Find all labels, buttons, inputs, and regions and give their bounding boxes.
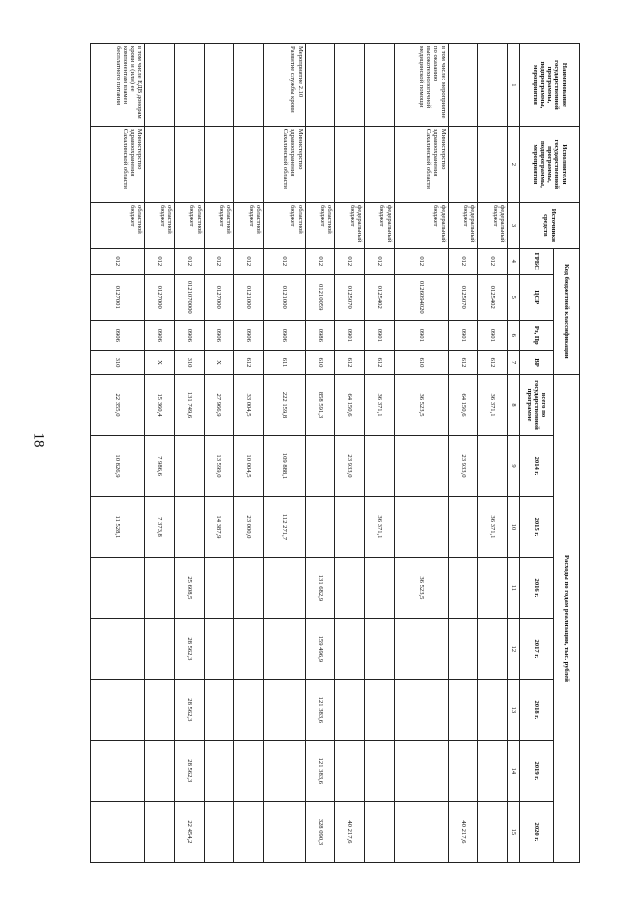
row-grbs: 012 <box>335 248 365 274</box>
row-rzpr: 0906 <box>174 320 204 350</box>
col-number: 14 <box>508 740 520 801</box>
row-csr: 0121000 <box>234 274 264 320</box>
row-rzpr: 0901 <box>335 320 365 350</box>
row-csr: 0121000 <box>263 274 305 320</box>
budget-table <box>90 43 580 863</box>
row-rzpr: 0906 <box>91 320 145 350</box>
row-name <box>145 44 175 127</box>
row-2014: 10 826,9 <box>91 435 145 496</box>
row-name <box>204 44 234 127</box>
row-2015: 11 528,1 <box>91 496 145 557</box>
row-vr: 610 <box>305 351 335 375</box>
row-2020 <box>394 801 448 862</box>
row-2017 <box>335 618 365 679</box>
row-2014: 23 933,0 <box>448 435 478 496</box>
row-total: 33 004,5 <box>234 375 264 436</box>
row-source: федеральный бюджет <box>394 202 448 248</box>
row-grbs: 012 <box>305 248 335 274</box>
row-2016 <box>335 557 365 618</box>
row-2016 <box>91 557 145 618</box>
col-number: 13 <box>508 679 520 740</box>
row-2017: 28 562,3 <box>174 618 204 679</box>
row-csr: 0127000 <box>204 274 234 320</box>
row-source: областной бюджет <box>145 202 175 248</box>
row-2020 <box>145 801 175 862</box>
row-2020 <box>364 801 394 862</box>
table-row <box>394 44 448 863</box>
header-csr: ЦСР <box>520 274 554 320</box>
row-2019 <box>263 740 305 801</box>
row-2019 <box>478 740 508 801</box>
row-name <box>364 44 394 127</box>
table-row <box>305 44 335 863</box>
row-name: Мероприятие 2.10 Развитие службы крови <box>263 44 305 127</box>
table-row <box>204 44 234 863</box>
table-row <box>174 44 204 863</box>
row-grbs: 012 <box>364 248 394 274</box>
row-vr: 612 <box>335 351 365 375</box>
row-executor <box>145 126 175 202</box>
row-vr: 310 <box>174 351 204 375</box>
header-grbs: ГРБС <box>520 248 554 274</box>
row-name <box>234 44 264 127</box>
row-2015 <box>394 496 448 557</box>
row-2019 <box>394 740 448 801</box>
row-source: федеральный бюджет <box>335 202 365 248</box>
row-rzpr: 0906 <box>204 320 234 350</box>
row-2016 <box>478 557 508 618</box>
row-source: областной бюджет <box>263 202 305 248</box>
table-row <box>335 44 365 863</box>
row-2016 <box>263 557 305 618</box>
row-2014: 7 986,6 <box>145 435 175 496</box>
row-rzpr: 0901 <box>364 320 394 350</box>
row-csr: 0125402 <box>364 274 394 320</box>
row-2016: 131 682,9 <box>305 557 335 618</box>
row-2019 <box>234 740 264 801</box>
row-executor <box>478 126 508 202</box>
row-2016: 36 523,5 <box>394 557 448 618</box>
row-executor: Министерство здравоохранения Сахалинской области <box>91 126 145 202</box>
row-2018 <box>145 679 175 740</box>
col-number: 9 <box>508 435 520 496</box>
row-2015: 23 000,0 <box>234 496 264 557</box>
col-number: 5 <box>508 274 520 320</box>
row-2017 <box>263 618 305 679</box>
header-name: Наименование государственной программы, подпрограммы, мероприятия <box>520 44 580 127</box>
header-2017: 2017 г. <box>520 618 554 679</box>
row-2018 <box>478 679 508 740</box>
row-total: 22 355,0 <box>91 375 145 436</box>
row-2018 <box>335 679 365 740</box>
row-source: областной бюджет <box>91 202 145 248</box>
row-total: 858 591,3 <box>305 375 335 436</box>
row-vr: 612 <box>478 351 508 375</box>
col-number: 2 <box>508 126 520 202</box>
row-executor <box>305 126 335 202</box>
row-vr: X <box>145 351 175 375</box>
row-2020: 40 217,6 <box>448 801 478 862</box>
row-source: областной бюджет <box>174 202 204 248</box>
col-number: 3 <box>508 202 520 248</box>
row-executor <box>448 126 478 202</box>
header-2014: 2014 г. <box>520 435 554 496</box>
row-source: областной бюджет <box>234 202 264 248</box>
row-csr: 01210059 <box>305 274 335 320</box>
row-grbs: 012 <box>448 248 478 274</box>
row-csr: 0127000 <box>145 274 175 320</box>
row-total: 222 159,8 <box>263 375 305 436</box>
row-grbs: 012 <box>263 248 305 274</box>
table-row <box>234 44 264 863</box>
row-2019 <box>204 740 234 801</box>
row-2014: 13 599,0 <box>204 435 234 496</box>
row-2014 <box>394 435 448 496</box>
row-2017 <box>145 618 175 679</box>
row-vr: 610 <box>394 351 448 375</box>
header-2016: 2016 г. <box>520 557 554 618</box>
row-2017 <box>394 618 448 679</box>
row-source: областной бюджет <box>204 202 234 248</box>
header-budget-code: Код бюджетной классификации <box>554 248 580 374</box>
header-2015: 2015 г. <box>520 496 554 557</box>
row-rzpr: 0901 <box>478 320 508 350</box>
row-source: федеральный бюджет <box>364 202 394 248</box>
row-2016 <box>234 557 264 618</box>
row-2019: 121 383,6 <box>305 740 335 801</box>
header-total: всего по государственной программе <box>520 375 554 436</box>
row-2015 <box>305 496 335 557</box>
row-name <box>448 44 478 127</box>
row-vr: 612 <box>364 351 394 375</box>
row-executor <box>335 126 365 202</box>
row-2020 <box>204 801 234 862</box>
row-executor: Министерство здравоохранения Сахалинской области <box>263 126 305 202</box>
row-name <box>305 44 335 127</box>
header-vr: ВР <box>520 351 554 375</box>
row-name <box>174 44 204 127</box>
col-number: 4 <box>508 248 520 274</box>
row-2018 <box>91 679 145 740</box>
row-2015 <box>335 496 365 557</box>
col-number: 11 <box>508 557 520 618</box>
row-2015: 36 371,1 <box>478 496 508 557</box>
row-csr: 0127001 <box>91 274 145 320</box>
row-2016 <box>364 557 394 618</box>
row-2018 <box>234 679 264 740</box>
row-source: федеральный бюджет <box>478 202 508 248</box>
row-2015: 7 373,8 <box>145 496 175 557</box>
row-source: областной бюджет <box>305 202 335 248</box>
row-2018 <box>448 679 478 740</box>
row-2014 <box>364 435 394 496</box>
row-2017 <box>478 618 508 679</box>
row-total: 131 749,6 <box>174 375 204 436</box>
row-2020: 328 090,3 <box>305 801 335 862</box>
row-2019 <box>448 740 478 801</box>
table-row <box>448 44 478 863</box>
row-executor <box>234 126 264 202</box>
col-number: 7 <box>508 351 520 375</box>
row-csr: 0125070 <box>448 274 478 320</box>
row-2014: 109 888,1 <box>263 435 305 496</box>
row-rzpr: 0986 <box>305 320 335 350</box>
row-total: 27 966,9 <box>204 375 234 436</box>
row-vr: 611 <box>263 351 305 375</box>
header-2019: 2019 г. <box>520 740 554 801</box>
row-2017 <box>448 618 478 679</box>
row-csr: 0125402 <box>478 274 508 320</box>
row-2015: 14 387,9 <box>204 496 234 557</box>
row-2017 <box>204 618 234 679</box>
row-executor <box>174 126 204 202</box>
row-grbs: 012 <box>174 248 204 274</box>
row-name: в том числе: мероприятие по оказанию высокотехнологичной медицинской помощи <box>394 44 448 127</box>
col-number: 12 <box>508 618 520 679</box>
row-2014 <box>478 435 508 496</box>
row-2019 <box>91 740 145 801</box>
row-grbs: 012 <box>394 248 448 274</box>
row-vr: 612 <box>448 351 478 375</box>
row-2015 <box>448 496 478 557</box>
row-csr: 0121070000 <box>174 274 204 320</box>
row-2018: 121 383,6 <box>305 679 335 740</box>
row-rzpr: 0901 <box>448 320 478 350</box>
row-2020 <box>478 801 508 862</box>
row-2017 <box>364 618 394 679</box>
table-row <box>145 44 175 863</box>
row-2020 <box>91 801 145 862</box>
row-2017: 159 496,9 <box>305 618 335 679</box>
header-source: Источники средств <box>520 202 580 248</box>
table-row <box>364 44 394 863</box>
row-2019 <box>364 740 394 801</box>
col-number: 10 <box>508 496 520 557</box>
table-row <box>91 44 145 863</box>
row-2018 <box>204 679 234 740</box>
row-total: 36 371,1 <box>364 375 394 436</box>
row-csr: 0125070 <box>335 274 365 320</box>
row-grbs: 012 <box>204 248 234 274</box>
row-2020 <box>234 801 264 862</box>
budget-table-rotated <box>90 43 580 863</box>
row-2018: 28 562,3 <box>174 679 204 740</box>
row-2014: 10 004,5 <box>234 435 264 496</box>
row-csr: 0126094020 <box>394 274 448 320</box>
page-number: 18 <box>30 432 47 448</box>
header-2018: 2018 г. <box>520 679 554 740</box>
row-grbs: 012 <box>145 248 175 274</box>
row-2019 <box>335 740 365 801</box>
row-grbs: 012 <box>91 248 145 274</box>
row-2019 <box>145 740 175 801</box>
row-rzpr: 0906 <box>263 320 305 350</box>
row-2015: 112 271,7 <box>263 496 305 557</box>
table-row <box>263 44 305 863</box>
row-grbs: 012 <box>234 248 264 274</box>
row-2020 <box>263 801 305 862</box>
row-rzpr: 0906 <box>145 320 175 350</box>
row-2016: 25 608,5 <box>174 557 204 618</box>
col-number: 6 <box>508 320 520 350</box>
row-total: 64 150,6 <box>448 375 478 436</box>
row-2019: 28 562,3 <box>174 740 204 801</box>
row-2020: 40 217,6 <box>335 801 365 862</box>
row-name: в том числе ЕДВ донорам крови и (или) ее компонентам взамен бесплатного питания <box>91 44 145 127</box>
header-executors: Исполнители государственной программы, подпрограммы, мероприятия <box>520 126 580 202</box>
row-source: федеральный бюджет <box>448 202 478 248</box>
row-executor: Министерство здравоохранения Сахалинской области <box>394 126 448 202</box>
row-2016 <box>204 557 234 618</box>
col-number: 15 <box>508 801 520 862</box>
header-spending: Расходы по годам реализации, тыс. рублей <box>554 375 580 863</box>
row-2018 <box>364 679 394 740</box>
row-2014: 23 933,0 <box>335 435 365 496</box>
row-2014 <box>174 435 204 496</box>
row-2018 <box>394 679 448 740</box>
col-number: 1 <box>508 44 520 127</box>
row-2018 <box>263 679 305 740</box>
row-vr: X <box>204 351 234 375</box>
row-vr: 310 <box>91 351 145 375</box>
row-2017 <box>234 618 264 679</box>
row-2016 <box>145 557 175 618</box>
row-2015 <box>174 496 204 557</box>
row-2016 <box>448 557 478 618</box>
row-vr: 612 <box>234 351 264 375</box>
row-2017 <box>91 618 145 679</box>
row-total: 36 523,5 <box>394 375 448 436</box>
row-executor <box>204 126 234 202</box>
col-number: 8 <box>508 375 520 436</box>
row-name <box>335 44 365 127</box>
row-2020: 22 454,2 <box>174 801 204 862</box>
row-total: 36 371,1 <box>478 375 508 436</box>
row-name <box>478 44 508 127</box>
row-total: 15 360,4 <box>145 375 175 436</box>
row-rzpr: 0901 <box>394 320 448 350</box>
row-2015: 36 371,1 <box>364 496 394 557</box>
header-rzpr: Рз, Пр <box>520 320 554 350</box>
row-total: 64 150,6 <box>335 375 365 436</box>
table-row <box>478 44 508 863</box>
row-executor <box>364 126 394 202</box>
row-grbs: 012 <box>478 248 508 274</box>
header-2020: 2020 г. <box>520 801 554 862</box>
row-rzpr: 0906 <box>234 320 264 350</box>
row-2014 <box>305 435 335 496</box>
